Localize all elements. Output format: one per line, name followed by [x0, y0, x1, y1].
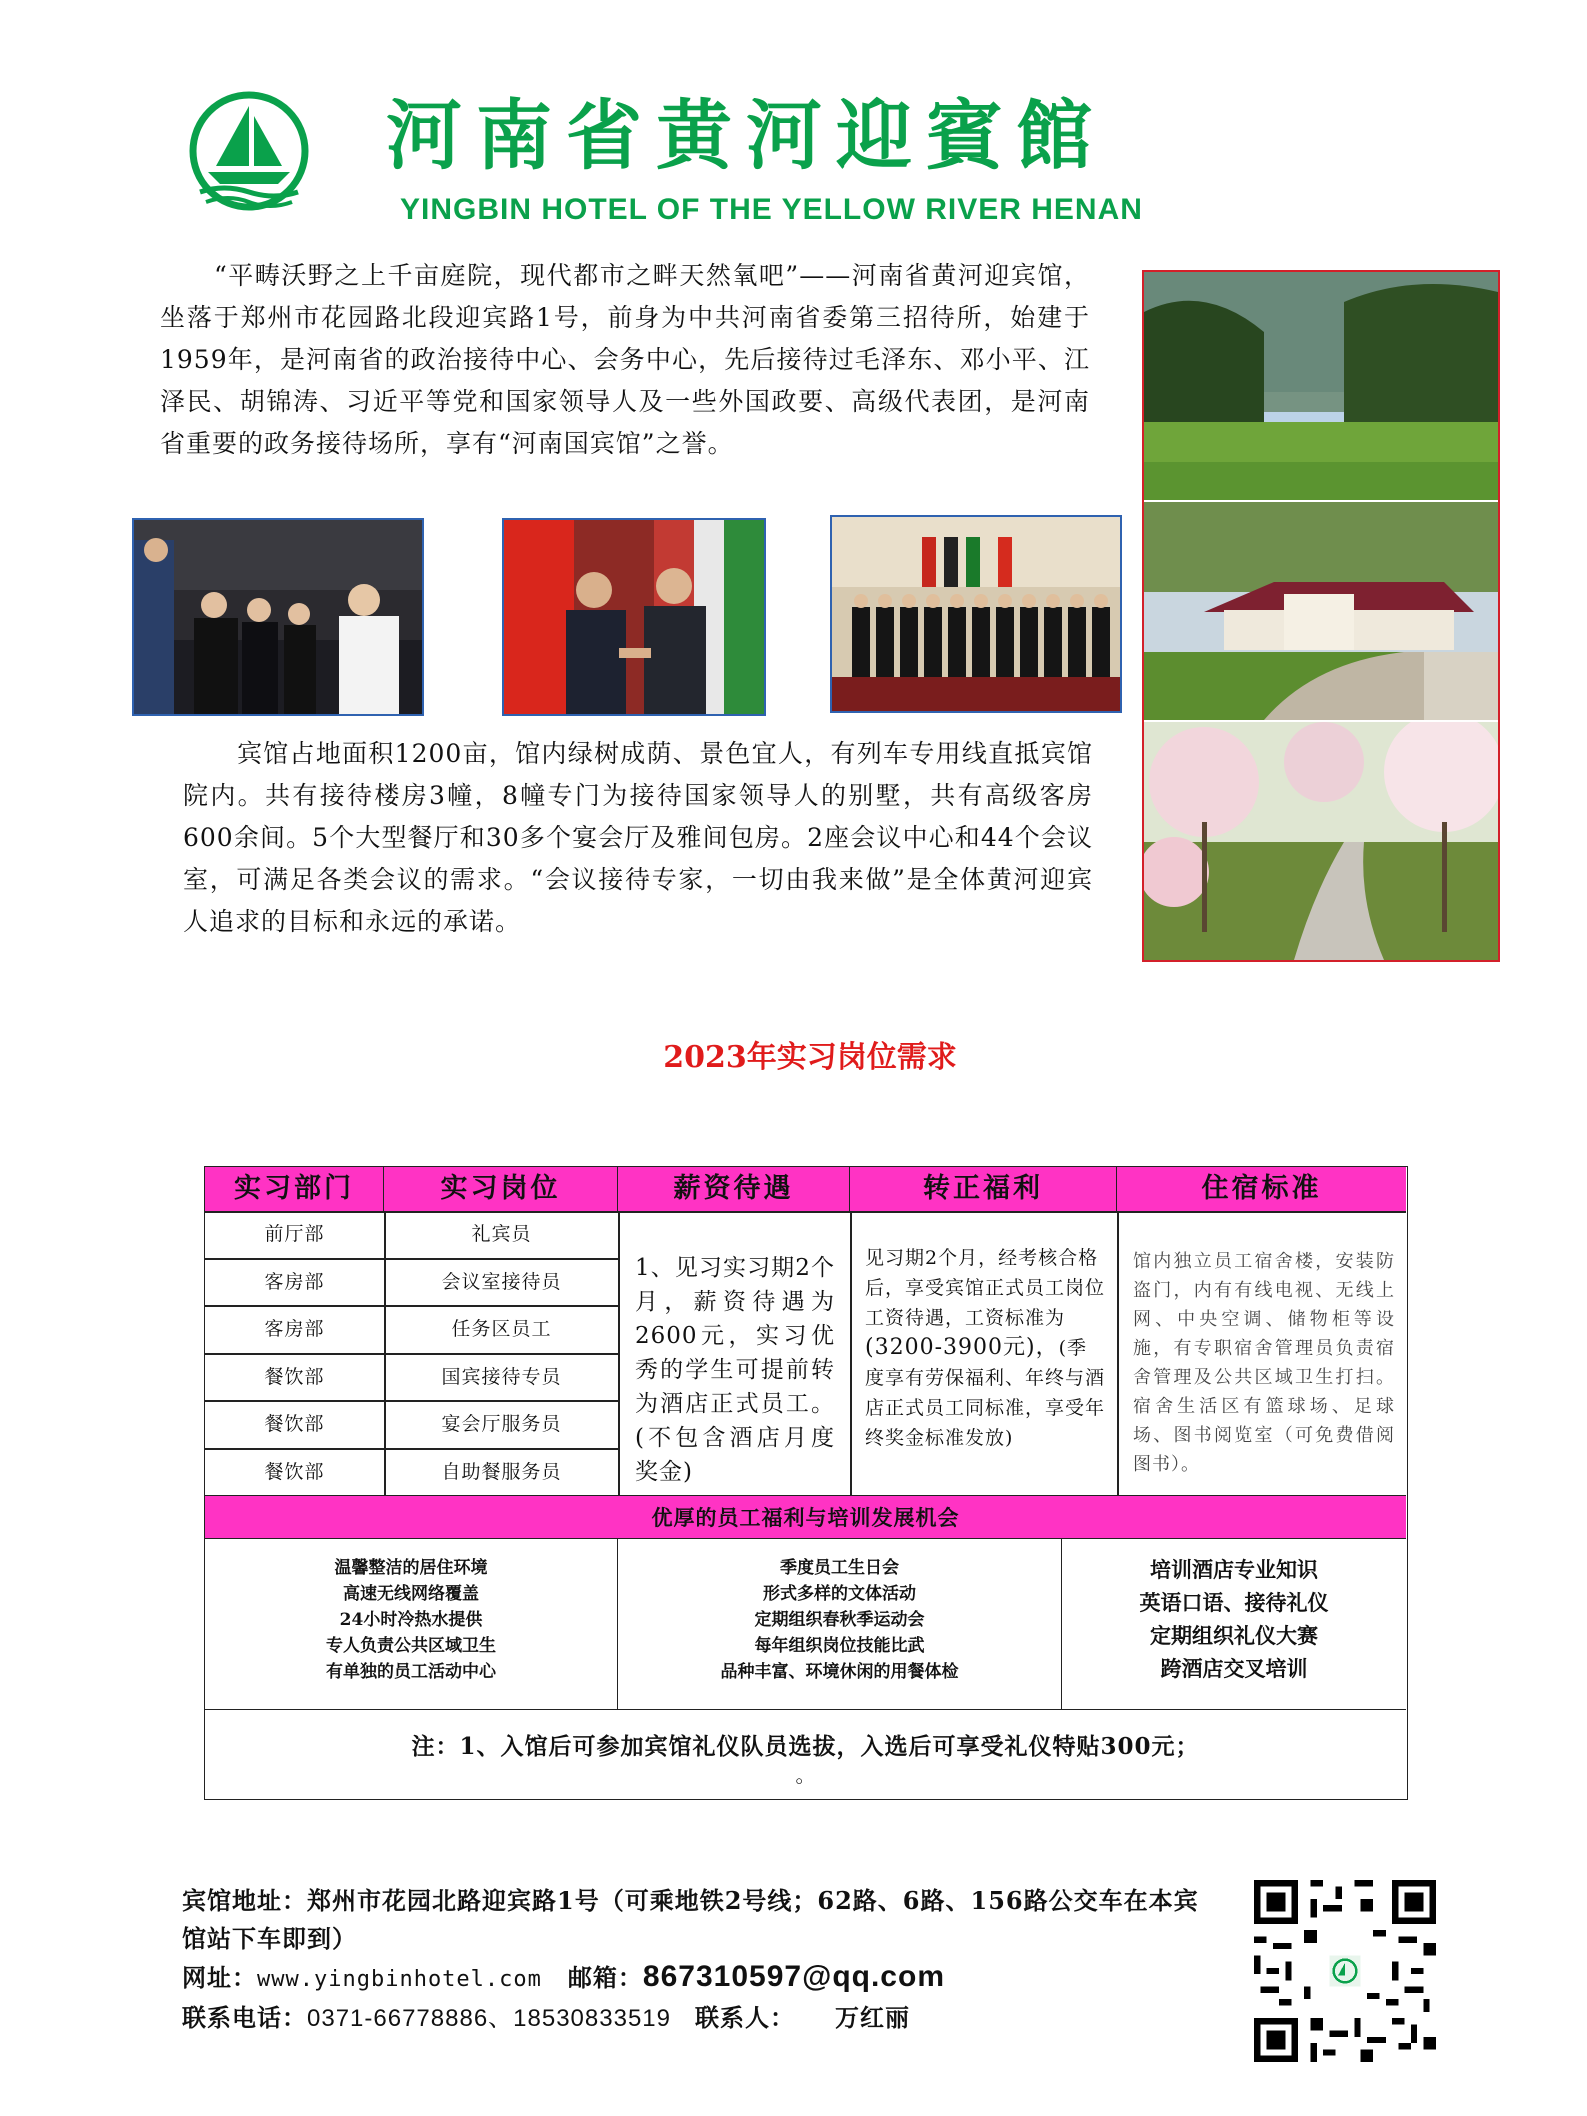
row-3-dept: 客房部	[264, 1318, 325, 1340]
promotion-salary-range: (3200-3900元)，	[865, 1335, 1059, 1360]
benefits-training	[1062, 1539, 1406, 1709]
row-4-dept: 餐饮部	[264, 1366, 325, 1388]
address-label: 宾馆地址：	[182, 1886, 307, 1915]
row-2-dept: 客房部	[264, 1271, 325, 1293]
photo-reception-staff	[132, 518, 424, 716]
benefit-item: 定期组织礼仪大赛	[1150, 1623, 1318, 1648]
benefits-title-bar: 优厚的员工福利与培训发展机会	[205, 1495, 1406, 1539]
note-text: 注：1、入馆后可参加宾馆礼仪队员选拔，入选后可享受礼仪特贴300元；	[411, 1733, 1200, 1760]
benefit-item: 培训酒店专业知识	[1150, 1557, 1318, 1582]
footer-address	[182, 1882, 1222, 1958]
address-value: 郑州市花园北路迎宾路1号（可乘地铁2号线；62路、6路、156路公交车在本宾馆站下车即到）	[182, 1886, 1199, 1953]
promotion-text-c: (季度享有劳保福利、年终与酒店正式员工同标准，享受年终奖金标准发放)	[865, 1337, 1106, 1449]
benefit-item: 形式多样的文体活动	[763, 1584, 916, 1604]
email-link[interactable]: 867310597@qq.com	[642, 1960, 945, 1993]
footer-web-email	[182, 1958, 1242, 1999]
table-note	[205, 1709, 1406, 1799]
photo-blossom-path	[1144, 722, 1498, 960]
benefit-item: 24小时冷热水提供	[339, 1610, 483, 1630]
website-link[interactable]: www.yingbinhotel.com	[257, 1967, 542, 1992]
photo-garden-lawn	[1144, 272, 1498, 500]
promotion-cell	[865, 1243, 1105, 1453]
contact-label: 联系人：	[695, 2003, 795, 2032]
phone-label: 联系电话：	[182, 2003, 307, 2032]
row-1-post: 礼宾员	[471, 1223, 532, 1245]
photo-etiquette-team	[830, 515, 1122, 713]
row-4-post: 国宾接待专员	[441, 1366, 562, 1388]
benefit-item: 温馨整洁的居住环境	[334, 1558, 488, 1578]
row-5-post: 宴会厅服务员	[441, 1413, 562, 1435]
row-5-dept: 餐饮部	[264, 1413, 325, 1435]
benefit-item: 每年组织岗位技能比武	[754, 1636, 925, 1656]
phone-value: 0371-66778886、18530833519	[307, 2005, 671, 2032]
header-position: 实习岗位	[384, 1167, 618, 1211]
header-promotion: 转正福利	[850, 1167, 1117, 1211]
hotel-title-english: YINGBIN HOTEL OF THE YELLOW RIVER HENAN	[400, 193, 1143, 226]
row-6-post: 自助餐服务员	[441, 1461, 562, 1483]
note-tail: 。	[795, 1763, 816, 1787]
footer-phone	[182, 1999, 1242, 2038]
benefit-item: 品种丰富、环境休闲的用餐体检	[720, 1662, 959, 1682]
internship-table	[204, 1166, 1408, 1800]
row-1-dept: 前厅部	[264, 1223, 325, 1245]
hotel-title-chinese: 河南省黄河迎賓館	[386, 91, 1106, 180]
email-label: 邮箱：	[567, 1963, 643, 1992]
qr-code-icon[interactable]	[1254, 1880, 1436, 2062]
hotel-logo	[186, 88, 312, 214]
benefit-item: 英语口语、接待礼仪	[1139, 1590, 1329, 1615]
salary-cell: 1、见习实习期2个月，薪资待遇为2600元，实习优秀的学生可提前转为酒店正式员工。(不包含酒店月度奖金)	[635, 1255, 835, 1485]
side-photo-column	[1142, 270, 1500, 962]
section-title: 2023年实习岗位需求	[663, 1040, 957, 1075]
header-department: 实习部门	[205, 1167, 384, 1211]
benefits-activities	[618, 1539, 1062, 1709]
footer-contact	[182, 1882, 1242, 2038]
website-label: 网址：	[182, 1963, 257, 1992]
intro-paragraph: “平畴沃野之上千亩庭院，现代都市之畔天然氧吧”——河南省黄河迎宾馆，坐落于郑州市花园路北段迎宾路1号，前身为中共河南省委第三招待所，始建于1959年，是河南省的政治接待中心、会务中心，先后接待过毛泽东、邓小平、江泽民、胡锦涛、习近平等党和国家领导人及一些外国政要、高级代表团，是河南省重要的政务接待场所，享有“河南国宾馆”之誉。	[160, 261, 1090, 458]
benefit-item: 定期组织春秋季运动会	[754, 1610, 925, 1630]
sailboat-logo-icon	[186, 88, 312, 214]
benefit-item: 季度员工生日会	[780, 1558, 899, 1578]
row-6-dept: 餐饮部	[264, 1461, 325, 1483]
benefits-living	[205, 1539, 618, 1709]
benefit-item: 跨酒店交叉培训	[1160, 1656, 1308, 1681]
housing-cell: 馆内独立员工宿舍楼，安装防盗门，内有有线电视、无线上网、中央空调、储物柜等设施，有专职宿舍管理员负责宿舍管理及公共区域卫生打扫。宿舍生活区有篮球场、足球场、图书阅览室（可免费借阅图书）。	[1133, 1251, 1395, 1475]
header-salary: 薪资待遇	[618, 1167, 850, 1211]
header-housing: 住宿标准	[1117, 1167, 1406, 1211]
benefit-item: 高速无线网络覆盖	[343, 1584, 479, 1604]
row-2-post: 会议室接待员	[441, 1271, 562, 1293]
benefit-item: 有单独的员工活动中心	[326, 1662, 496, 1682]
contact-value: 万红丽	[835, 2003, 910, 2032]
benefit-item: 专人负责公共区域卫生	[326, 1636, 496, 1656]
promotion-text-a: 见习期2个月，经考核合格后，享受宾馆正式员工岗位工资待遇，工资标准为	[865, 1247, 1106, 1329]
photo-villa	[1144, 502, 1498, 720]
about-paragraph: 宾馆占地面积1200亩，馆内绿树成荫、景色宜人，有列车专用线直抵宾馆院内。共有接待楼房3幢，8幢专门为接待国家领导人的别墅，共有高级客房600余间。5个大型餐厅和30多个宴会厅及雅间包房。2座会议中心和44个会议室，可满足各类会议的需求。“会议接待专家，一切由我来做”是全体黄河迎宾人追求的目标和永远的承诺。	[183, 739, 1093, 936]
row-3-post: 任务区员工	[451, 1318, 552, 1340]
photo-leaders-handshake	[502, 518, 766, 716]
